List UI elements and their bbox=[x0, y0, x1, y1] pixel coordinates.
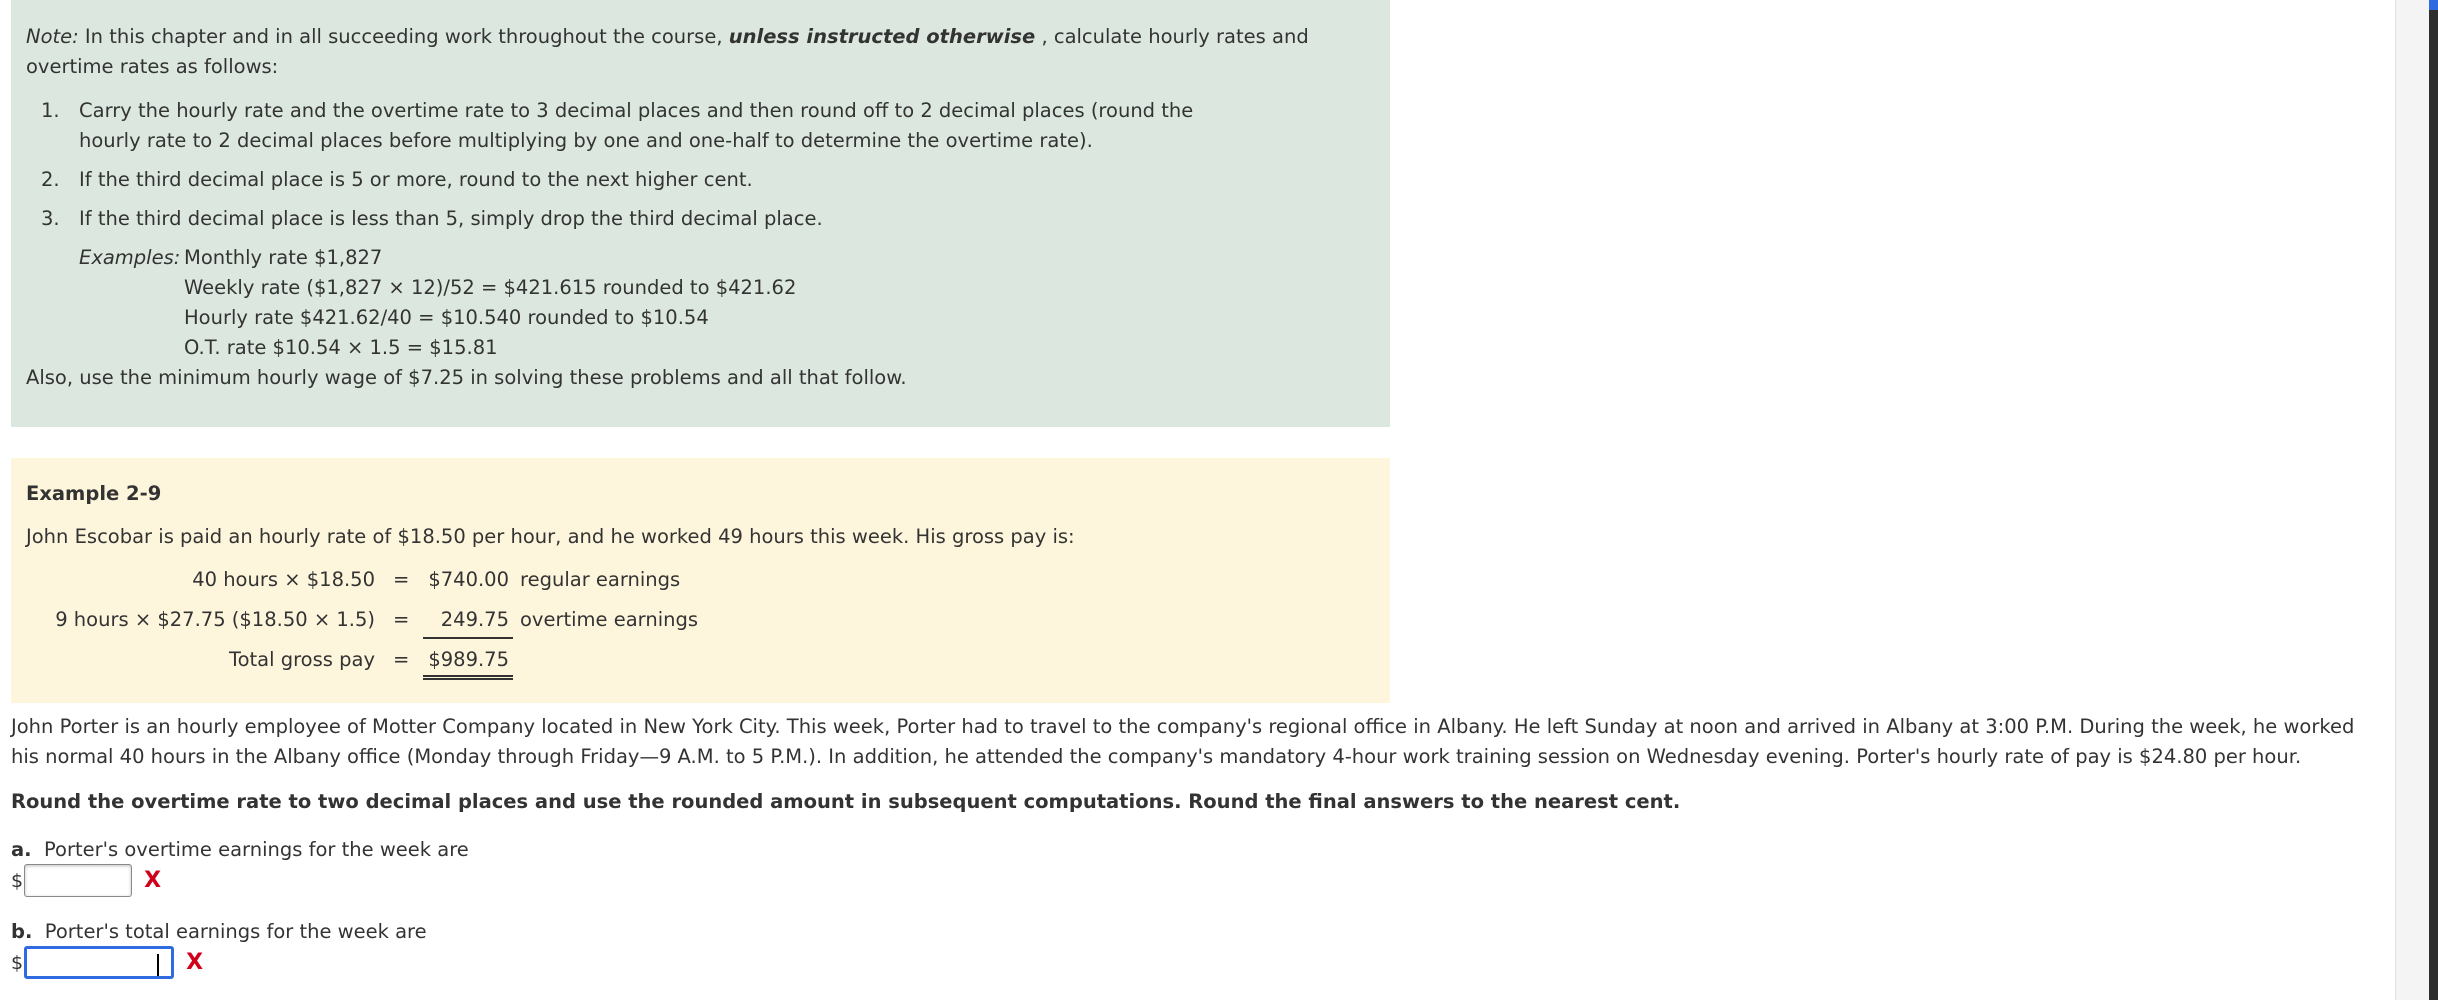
rule-text: If the third decimal place is less than 5, simply drop the third decimal place. bbox=[79, 207, 823, 230]
currency-symbol: $ bbox=[11, 951, 24, 974]
example-line: Monthly rate $1,827 bbox=[184, 246, 383, 269]
window-edge bbox=[2429, 0, 2438, 1000]
note-emphasis: unless instructed otherwise bbox=[728, 25, 1036, 48]
answer-b-input[interactable] bbox=[24, 946, 174, 979]
note-intro bbox=[26, 22, 1375, 82]
rounding-examples bbox=[79, 243, 1375, 363]
rule-text: If the third decimal place is 5 or more, round to the next higher cent. bbox=[79, 168, 753, 191]
rounding-instruction: Round the overtime rate to two decimal places and use the rounded amount in subsequent computations. Round the final answers to the nearest cent. bbox=[11, 790, 1681, 813]
text-caret bbox=[157, 954, 159, 976]
calc-amount: $740.00 bbox=[428, 568, 509, 591]
page-scrollbar[interactable] bbox=[2395, 0, 2438, 1000]
example-title: Example 2-9 bbox=[26, 482, 162, 505]
window-accent bbox=[2429, 0, 2438, 10]
rule-number: 3. bbox=[41, 207, 60, 230]
calc-left: Total gross pay bbox=[228, 648, 375, 671]
currency-symbol: $ bbox=[11, 869, 24, 892]
answer-a-row bbox=[11, 864, 161, 897]
example-line: Weekly rate ($1,827 × 12)/52 = $421.615 rounded to $421.62 bbox=[184, 276, 797, 299]
example-line: O.T. rate $10.54 × 1.5 = $15.81 bbox=[184, 336, 498, 359]
problem-statement: John Porter is an hourly employee of Motter Company located in New York City. This week, Porter had to travel to the company's regional office in Albany. He left Sunday at noon and arrived in Albany at 3:00 P.M. During the week, he worked his normal 40 hours in the Albany office (Monday through Friday—9 A.M. to 5 P.M.). In addition, he attended the company's mandatory 4-hour work training session on Wednesday evening. Porter's hourly rate of pay is $24.80 per hour. bbox=[11, 715, 2355, 768]
example-description: John Escobar is paid an hourly rate of $18.50 per hour, and he worked 49 hours this week. His gross pay is: bbox=[26, 525, 1075, 548]
question-b bbox=[11, 920, 427, 975]
incorrect-mark-icon: X bbox=[186, 950, 204, 975]
note-rule bbox=[26, 165, 1239, 195]
note-rule bbox=[26, 204, 1239, 234]
examples-label: Examples: bbox=[79, 246, 181, 269]
rule-number: 1. bbox=[41, 99, 60, 122]
calc-description: regular earnings bbox=[520, 568, 681, 591]
calc-left: 40 hours × $18.50 bbox=[192, 568, 375, 591]
answer-a-input[interactable] bbox=[24, 864, 132, 897]
calc-equals: = bbox=[393, 568, 410, 591]
calc-amount: 249.75 bbox=[423, 608, 513, 639]
calc-equals: = bbox=[393, 648, 410, 671]
question-text: Porter's total earnings for the week are bbox=[44, 920, 427, 943]
answer-b-row bbox=[11, 946, 203, 979]
note-box bbox=[11, 0, 1390, 427]
rule-number: 2. bbox=[41, 168, 60, 191]
incorrect-mark-icon: X bbox=[144, 868, 162, 893]
question-text: Porter's overtime earnings for the week are bbox=[43, 838, 469, 861]
question-letter: a. bbox=[11, 838, 32, 861]
question-letter: b. bbox=[11, 920, 33, 943]
minimum-wage-note: Also, use the minimum hourly wage of $7.25 in solving these problems and all that follow. bbox=[26, 366, 907, 389]
question-b-label bbox=[11, 920, 427, 943]
calc-equals: = bbox=[393, 608, 410, 631]
question-a bbox=[11, 838, 469, 893]
question-a-label bbox=[11, 838, 469, 861]
calc-amount: $989.75 bbox=[423, 648, 513, 680]
example-line: Hourly rate $421.62/40 = $10.540 rounded to $10.54 bbox=[184, 306, 709, 329]
note-intro-text: In this chapter and in all succeeding work throughout the course, bbox=[78, 25, 729, 48]
rule-text: Carry the hourly rate and the overtime rate to 3 decimal places and then round off to 2 decimal places (round the hourly rate to 2 decimal places before multiplying by one and one-half to determine the overtime rate). bbox=[79, 99, 1194, 152]
calc-left: 9 hours × $27.75 ($18.50 × 1.5) bbox=[55, 608, 375, 631]
example-box bbox=[11, 458, 1390, 703]
note-label: Note: bbox=[26, 25, 79, 48]
note-rules-list bbox=[26, 96, 1375, 234]
note-rule bbox=[26, 96, 1239, 156]
note-intro-text-end: , calculate hourly rates and overtime rates as follows: bbox=[26, 25, 1309, 78]
calc-description: overtime earnings bbox=[520, 608, 699, 631]
